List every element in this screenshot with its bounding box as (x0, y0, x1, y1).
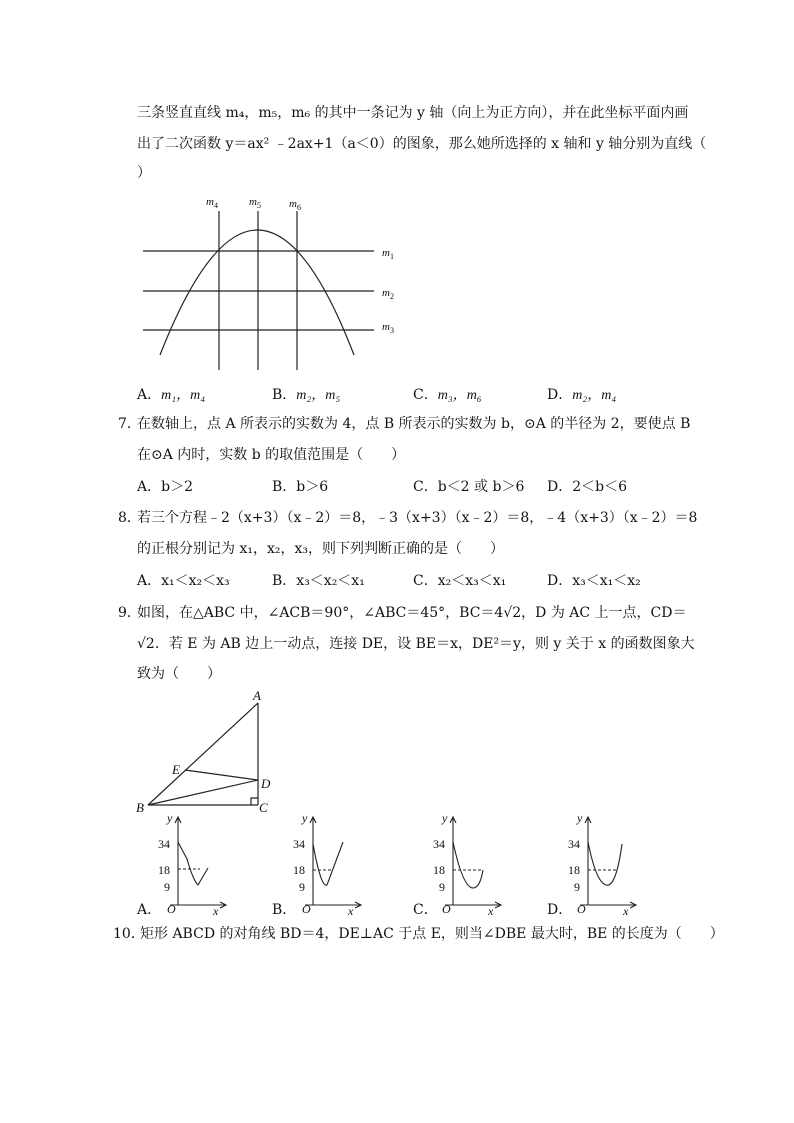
svg-text:18: 18 (293, 863, 305, 877)
q8-option-b[interactable]: B．x₃＜x₂＜x₁ (272, 573, 365, 589)
label-m5: $m_5$ (249, 196, 261, 210)
q6-text-line3: ） (137, 165, 151, 181)
q7-option-c[interactable]: C．b＜2 或 b＞6 (413, 479, 525, 495)
q9-text-line1: 如图，在△ABC 中，∠ACB＝90°，∠ABC＝45°，BC＝4√2，D 为 AC 上一点，CD＝ (137, 605, 687, 621)
svg-text:y: y (442, 811, 448, 825)
point-E: E (172, 762, 180, 777)
label-m1: $m_1$ (382, 247, 394, 261)
q9-text-line3: 致为（ ） (137, 666, 221, 682)
q8-option-c[interactable]: C．x₂＜x₃＜x₁ (413, 573, 507, 589)
segment-DE (185, 770, 258, 780)
svg-text:34: 34 (568, 837, 580, 851)
q7-text-line2: 在⊙A 内时，实数 b 的取值范围是（ ） (137, 447, 406, 463)
q9-graph-a (150, 810, 270, 920)
svg-text:9: 9 (574, 880, 580, 894)
label-m2: $m_2$ (382, 287, 394, 301)
svg-text:18: 18 (433, 863, 445, 877)
q6-text-line1: 三条竖直直线 m₄，m₅，m₆ 的其中一条记为 y 轴（向上为正方向），并在此坐标平面内画 (137, 105, 689, 121)
curve (313, 842, 343, 885)
q6-text-line2: 出了二次函数 y＝ax² ﹣2ax+1（a＜0）的图象，那么她所选择的 x 轴和 y 轴分别为直线（ (137, 136, 707, 152)
vertex-C: C (259, 800, 268, 815)
q9-graph-b (285, 810, 405, 920)
label-m6: $m_6$ (289, 198, 301, 212)
svg-text:O: O (302, 902, 311, 916)
q7-option-d[interactable]: D．2＜b＜6 (547, 479, 628, 495)
q9-option-d[interactable]: D． (547, 902, 573, 918)
svg-text:34: 34 (433, 837, 445, 851)
svg-text:9: 9 (164, 880, 170, 894)
q8-text-line2: 的正根分别记为 x₁，x₂，x₃，则下列判断正确的是（ ） (137, 541, 504, 557)
label-m4: $m_4$ (206, 196, 218, 210)
q9-option-b[interactable]: B． (272, 902, 297, 918)
svg-text:18: 18 (568, 863, 580, 877)
svg-text:x: x (348, 904, 354, 918)
vertex-B: B (136, 800, 144, 815)
q9-graph-d (560, 810, 680, 920)
svg-text:9: 9 (439, 880, 445, 894)
svg-text:y: y (302, 811, 308, 825)
segment-BD (148, 780, 258, 805)
svg-text:x: x (488, 904, 494, 918)
svg-text:9: 9 (299, 880, 305, 894)
curve (453, 842, 483, 888)
svg-text:18: 18 (158, 863, 170, 877)
label-m3: $m_3$ (382, 321, 394, 335)
svg-text:O: O (167, 902, 176, 916)
q9-option-c[interactable]: C． (413, 902, 438, 918)
q9-option-a[interactable]: A． (137, 902, 162, 918)
q8-option-d[interactable]: D．x₃＜x₁＜x₂ (547, 573, 641, 589)
svg-text:34: 34 (158, 837, 170, 851)
right-angle-mark (251, 798, 258, 805)
q8-option-a[interactable]: A．x₁＜x₂＜x₃ (137, 573, 230, 589)
svg-text:y: y (577, 811, 583, 825)
svg-text:x: x (213, 904, 219, 918)
svg-text:x: x (623, 904, 629, 918)
svg-text:y: y (167, 811, 173, 825)
q10-text-line1: 矩形 ABCD 的对角线 BD＝4，DE⊥AC 于点 E，则当∠DBE 最大时，BE 的长度为（ ） (140, 926, 724, 942)
curve (178, 842, 208, 885)
side-AB (148, 703, 258, 805)
q6-option-a[interactable]: A．m₁，m₄ (137, 387, 206, 403)
svg-text:O: O (442, 902, 451, 916)
svg-text:O: O (577, 902, 586, 916)
q8-text-line1: 若三个方程﹣2（x+3）（x﹣2）＝8，﹣3（x+3）（x﹣2）＝8，﹣4（x+3）（x﹣2）＝8 (137, 510, 698, 526)
q8-number: 8． (118, 510, 141, 526)
q7-number: 7． (118, 416, 141, 432)
q9-graph-c (425, 810, 545, 920)
curve (588, 842, 622, 885)
vertex-A: A (253, 688, 261, 703)
q9-number: 9． (118, 605, 141, 621)
q6-option-d[interactable]: D．m₂，m₄ (547, 387, 617, 403)
q6-option-b[interactable]: B．m₂，m₅ (272, 387, 341, 403)
svg-text:34: 34 (293, 837, 305, 851)
q6-option-c[interactable]: C．m₃，m₆ (413, 387, 482, 403)
q10-number: 10． (113, 926, 145, 942)
q7-option-b[interactable]: B．b＞6 (272, 479, 329, 495)
q9-text-line2: √2．若 E 为 AB 边上一动点，连接 DE，设 BE＝x，DE²＝y，则 y 关于 x 的函数图象大 (137, 636, 695, 652)
q7-option-a[interactable]: A．b＞2 (137, 479, 193, 495)
point-D: D (261, 776, 271, 791)
q7-text-line1: 在数轴上，点 A 所表示的实数为 4，点 B 所表示的实数为 b，⊙A 的半径为 2，要使点 B (137, 416, 691, 432)
